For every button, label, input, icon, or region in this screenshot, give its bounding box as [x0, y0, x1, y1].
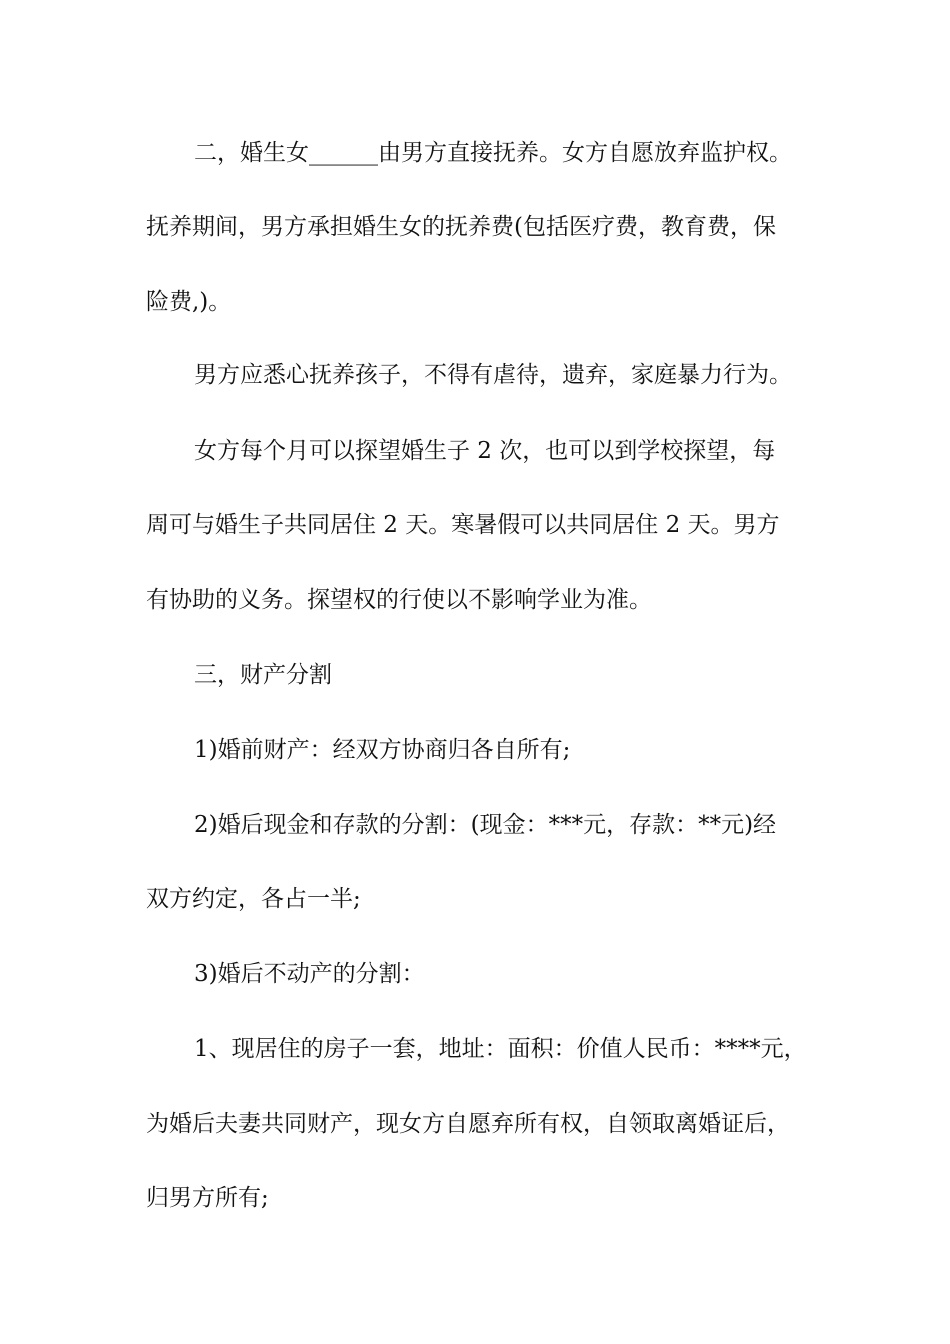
- item-real-estate-heading: 3)婚后不动产的分割：: [194, 961, 425, 987]
- paragraph-custody-line-2: 抚养期间，男方承担婚生女的抚养费(包括医疗费，教育费，保: [146, 214, 776, 240]
- item-house-line-3: 归男方所有;: [146, 1185, 269, 1211]
- item-house-line-1: 1、现居住的房子一套，地址：面积：价值人民币：****元，: [194, 1036, 807, 1062]
- paragraph-care-duty: 男方应悉心抚养孩子，不得有虐待，遗弃，家庭暴力行为。: [194, 362, 792, 388]
- paragraph-visitation-line-1: 女方每个月可以探望婚生子 2 次，也可以到学校探望，每: [194, 438, 776, 464]
- item-house-line-2: 为婚后夫妻共同财产，现女方自愿弃所有权，自领取离婚证后，: [146, 1111, 790, 1137]
- paragraph-visitation-line-3: 有协助的义务。探望权的行使以不影响学业为准。: [146, 587, 652, 613]
- item-cash-deposits-line-2: 双方约定，各占一半;: [146, 886, 361, 912]
- item-cash-deposits-line-1: 2)婚后现金和存款的分割：(现金：***元，存款：**元)经: [194, 812, 777, 838]
- paragraph-visitation-line-2: 周可与婚生子共同居住 2 天。寒暑假可以共同居住 2 天。男方: [146, 512, 780, 538]
- item-premarital-property: 1)婚前财产：经双方协商归各自所有;: [194, 737, 571, 763]
- section-heading-property: 三，财产分割: [194, 662, 332, 688]
- paragraph-custody-line-3: 险费,)。: [146, 289, 232, 315]
- paragraph-custody-line-1: 二，婚生女______由男方直接抚养。女方自愿放弃监护权。: [194, 140, 792, 166]
